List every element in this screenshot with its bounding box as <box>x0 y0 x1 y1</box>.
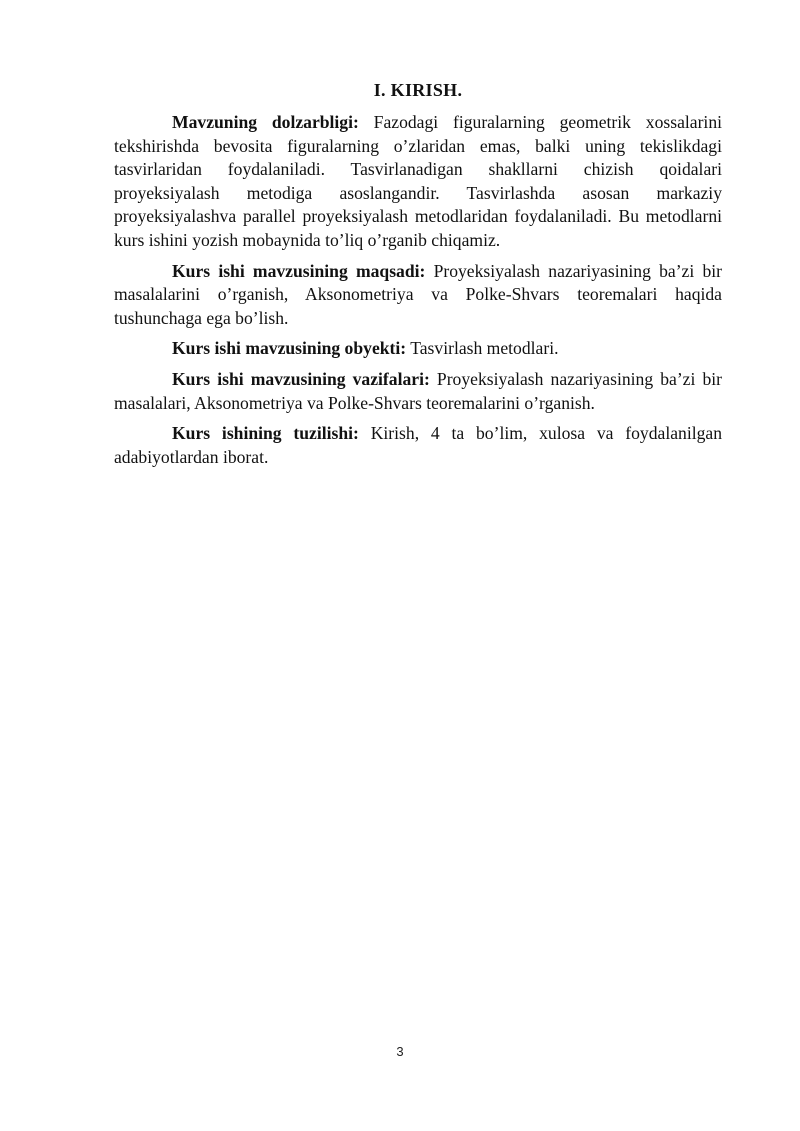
paragraph-text: Proyeksiyalash nazariyasining ba’zi bir masalalari, Aksonometriya va Polke-Shvars teoremalarini o’rganish. <box>114 368 723 413</box>
document-page <box>114 78 722 476</box>
paragraph-lead: Kurs ishi mavzusining vazifalari: <box>172 368 430 389</box>
page-number: 3 <box>396 1044 404 1059</box>
paragraph-goal <box>114 260 722 331</box>
paragraph-relevance <box>114 111 722 253</box>
paragraph-text: Tasvirlash metodlari. <box>406 338 559 359</box>
paragraph-lead: Mavzuning dolzarbligi: <box>172 112 359 132</box>
paragraph-lead: Kurs ishi mavzusining obyekti: <box>172 338 407 359</box>
paragraph-text: Kirish, 4 ta bo’lim, xulosa va foydalanilgan adabiyotlardan iborat. <box>114 423 722 467</box>
paragraph-text: Proyeksiyalash nazariyasining ba’zi bir masalalarini o’rganish, Aksonometriya va Polke-Shvars teoremalari haqida tushunchaga ega bo’lish. <box>114 260 722 328</box>
paragraph-structure <box>114 422 722 469</box>
paragraph-text: Fazodagi figuralarning geometrik xossalarini tekshirishda bevosita figuralarning o’zlaridan emas, balki uning tekislikdagi tasvirlaridan foydalaniladi. Tasvirlanadigan shakllarni chizish qoidalari proyeksiyalash metodiga asoslangandir. Tasvirlashda asosan markaziy proyeksiyalashva parallel proyeksiyalash metodlaridan foydalaniladi. Bu metodlarni kurs ishini yozish mobaynida to’liq o’rganib chiqamiz. <box>114 112 723 250</box>
paragraph-lead: Kurs ishining tuzilishi: <box>172 423 359 444</box>
paragraph-object <box>114 337 722 361</box>
paragraph-lead: Kurs ishi mavzusining maqsadi: <box>172 260 426 281</box>
section-title: I. KIRISH. <box>373 80 463 100</box>
paragraph-tasks <box>114 368 722 415</box>
